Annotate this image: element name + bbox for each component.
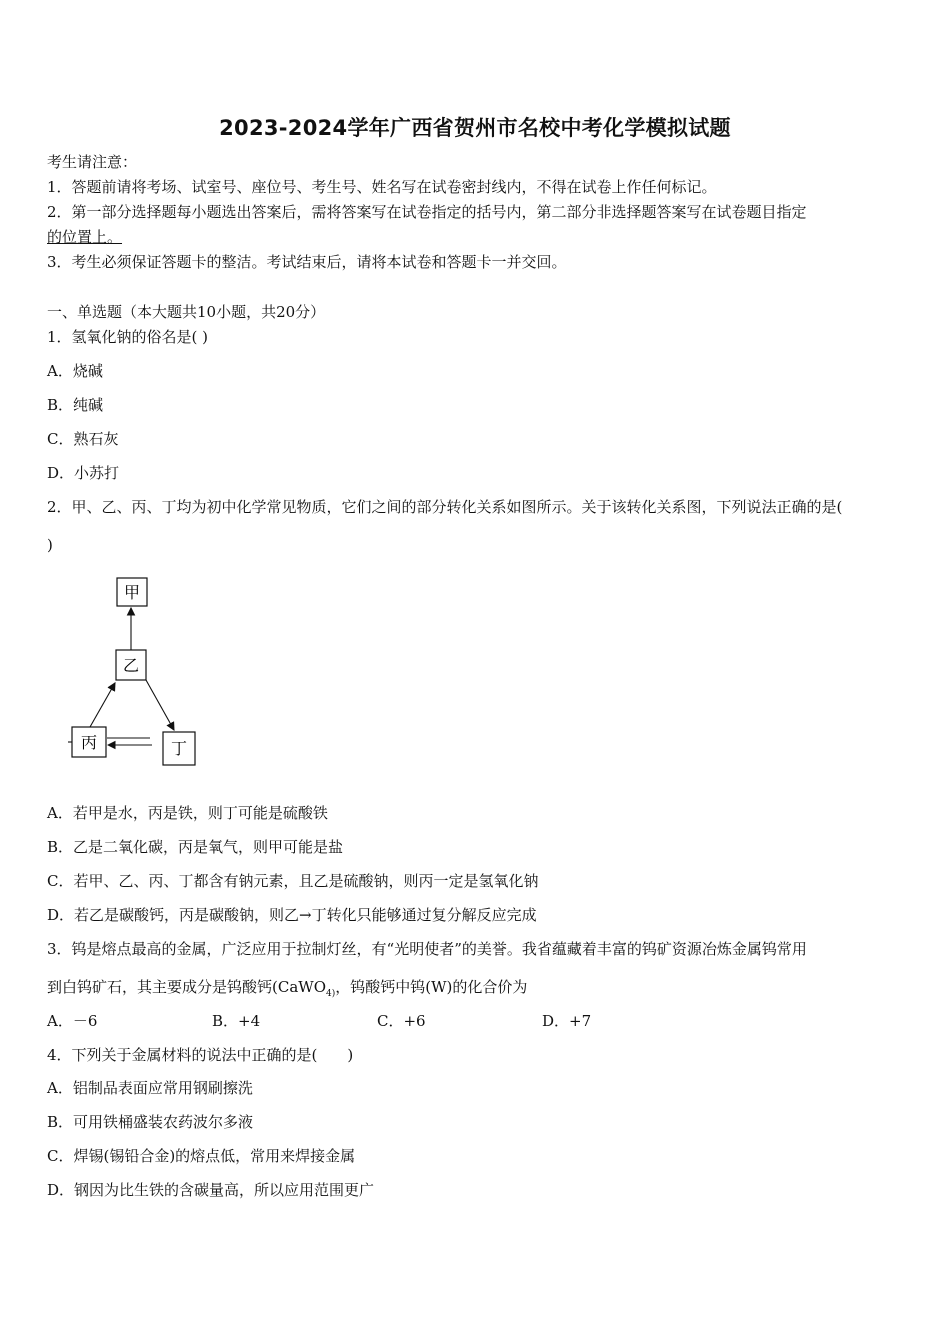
q3-stem-line2 <box>47 977 527 1004</box>
q3-option-c: C．+6 <box>377 1012 426 1030</box>
q3-option-b: B．+4 <box>212 1012 261 1030</box>
q2-option-b: B．乙是二氧化碳，丙是氧气，则甲可能是盐 <box>47 838 344 856</box>
label-yi: 乙 <box>122 656 140 675</box>
conversion-diagram <box>60 570 220 780</box>
q4-option-b: B．可用铁桶盛装农药波尔多液 <box>47 1113 254 1131</box>
q4-option-a: A．铝制品表面应常用钢刷擦洗 <box>47 1079 253 1097</box>
q1-option-d: D．小苏打 <box>47 464 120 482</box>
q2-stem-cont: ) <box>47 536 53 554</box>
q3-stem-part-a: 到白钨矿石，其主要成分是钨酸钙(CaWO <box>47 978 326 996</box>
q2-option-a: A．若甲是水，丙是铁，则丁可能是硫酸铁 <box>47 804 328 822</box>
q1-option-c: C．熟石灰 <box>47 430 119 448</box>
q2-option-c: C．若甲、乙、丙、丁都含有钠元素，且乙是硫酸钠，则丙一定是氢氧化钠 <box>47 872 539 890</box>
q3-stem: 3．钨是熔点最高的金属，广泛应用于拉制灯丝，有“光明使者”的美誉。我省蕴藏着丰富的钨矿资源冶炼金属钨常用 <box>47 940 807 958</box>
q1-stem: 1．氢氧化钠的俗名是( ) <box>47 328 209 346</box>
label-jia: 甲 <box>123 583 141 602</box>
label-ding: 丁 <box>170 739 188 758</box>
q4-stem: 4．下列关于金属材料的说法中正确的是( ) <box>47 1046 354 1064</box>
page-title: 2023-2024学年广西省贺州市名校中考化学模拟试题 <box>219 116 731 140</box>
q1-option-a: A．烧碱 <box>47 362 103 380</box>
label-bing: 丙 <box>80 733 98 752</box>
q3-stem-part-b: ，钨酸钙中钨(W)的化合价为 <box>335 978 528 996</box>
q3-formula-subscript: 4) <box>326 989 336 999</box>
notice-item-2: 2．第一部分选择题每小题选出答案后，需将答案写在试卷指定的括号内，第二部分非选择题答案写在试卷题目指定 <box>47 203 807 221</box>
q4-option-d: D．钢因为比生铁的含碳量高，所以应用范围更广 <box>47 1181 375 1199</box>
arrow-yi-to-ding <box>146 680 174 730</box>
q1-option-b: B．纯碱 <box>47 396 104 414</box>
q3-option-a: A．－6 <box>47 1012 98 1030</box>
q4-option-c: C．焊锡(锡铅合金)的熔点低，常用来焊接金属 <box>47 1147 356 1165</box>
notice-item-2-cont: 的位置上。 <box>47 228 123 246</box>
q2-option-d: D．若乙是碳酸钙，丙是碳酸钠，则乙→丁转化只能够通过复分解反应完成 <box>47 906 537 924</box>
notice-item-3: 3．考生必须保证答题卡的整洁。考试结束后，请将本试卷和答题卡一并交回。 <box>47 253 567 271</box>
notice-item-1: 1．答题前请将考场、试室号、座位号、考生号、姓名写在试卷密封线内，不得在试卷上作任何标记。 <box>47 178 717 196</box>
q3-option-d: D．+7 <box>542 1012 592 1030</box>
arrow-bing-to-yi <box>90 683 115 727</box>
section-heading: 一、单选题（本大题共10小题，共20分） <box>47 303 326 321</box>
notice-heading: 考生请注意： <box>47 153 138 171</box>
q2-stem: 2．甲、乙、丙、丁均为初中化学常见物质，它们之间的部分转化关系如图所示。关于该转化关系图，下列说法正确的是( <box>47 498 843 516</box>
